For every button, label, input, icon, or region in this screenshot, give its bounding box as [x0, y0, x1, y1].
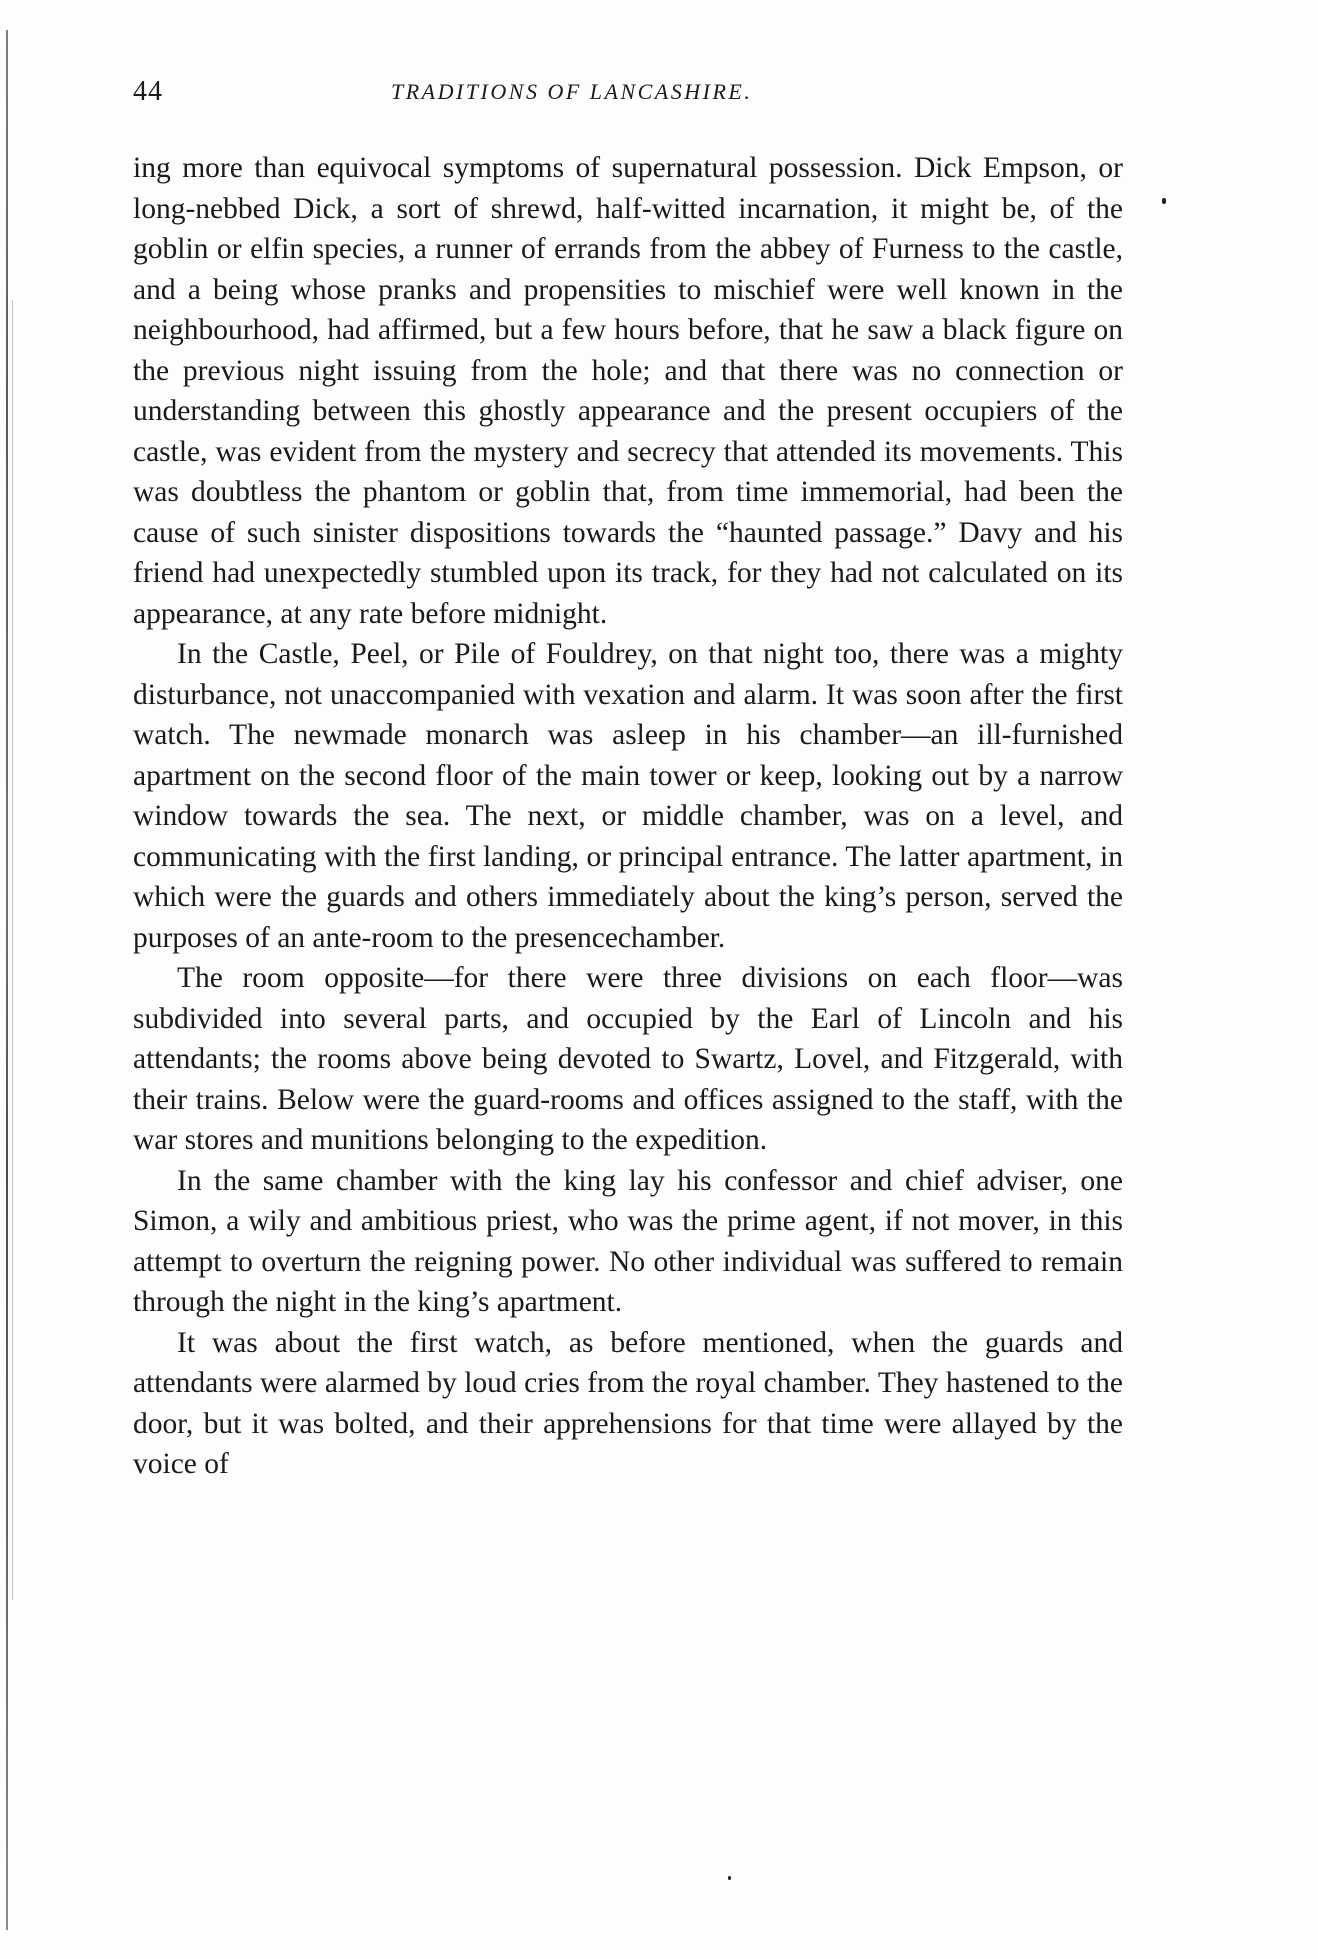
body-text [133, 148, 1123, 1485]
page-number: 44 [133, 76, 163, 107]
paragraph-continued: ing more than equivocal symptoms of supernatural possession. Dick Empson, or long-nebbed Dick, a sort of shrewd, half-witted incarnation, it might be, of the goblin or elfin species, a runner of errands from the abbey of Furness to the castle, and a being whose pranks and propensities to mischief were well known in the neighbourhood, had affirmed, but a few hours before, that he saw a black figure on the previous night issuing from the hole; and that there was no connection or understanding between this ghostly appearance and the present occupiers of the castle, was evident from the mystery and secrecy that attended its movements. This was doubtless the phantom or goblin that, from time immemorial, had been the cause of such sinister dispositions towards the “haunted passage.” Davy and his friend had unexpectedly stumbled upon its track, for they had not calculated on its appearance, at any rate before midnight. [133, 152, 1123, 630]
running-title: TRADITIONS OF LANCASHIRE. [391, 79, 753, 104]
paragraph-first-watch: It was about the first watch, as before mentioned, when the guards and attendants were alarmed by loud cries from the royal chamber. They hastened to the door, but it was bolted, and their apprehensions for that time were allayed by the voice of [133, 1326, 1123, 1480]
page-header [133, 76, 1123, 116]
paragraph-room-opposite: The room opposite—for there were three divisions on each floor—was subdivided into several parts, and occupied by the Earl of Lincoln and his attendants; the rooms above being devoted to Swartz, Lovel, and Fitzgerald, with their trains. Below were the guard-rooms and offices assigned to the staff, with the war stores and munitions belonging to the expedition. [133, 962, 1123, 1156]
margin-speck [1162, 198, 1166, 204]
paragraph-king-chamber: In the same chamber with the king lay his confessor and chief adviser, one Simon, a wily and ambitious priest, who was the prime agent, if not mover, in this attempt to overturn the reigning power. No other individual was suffered to remain through the night in the king’s apartment. [133, 1164, 1123, 1318]
page-binding-shadow [12, 300, 13, 1600]
margin-speck [728, 1876, 731, 1880]
page-binding-edge [6, 30, 8, 1930]
paragraph-castle-disturbance: In the Castle, Peel, or Pile of Fouldrey, on that night too, there was a mighty disturbance, not unaccompanied with vexation and alarm. It was soon after the first watch. The newmade monarch was asleep in his chamber—an ill-furnished apartment on the second floor of the main tower or keep, looking out by a narrow window towards the sea. The next, or middle chamber, was on a level, and communicating with the first landing, or principal entrance. The latter apartment, in which were the guards and others immediately about the king’s person, served the purposes of an ante-room to the presencechamber. [133, 638, 1123, 954]
